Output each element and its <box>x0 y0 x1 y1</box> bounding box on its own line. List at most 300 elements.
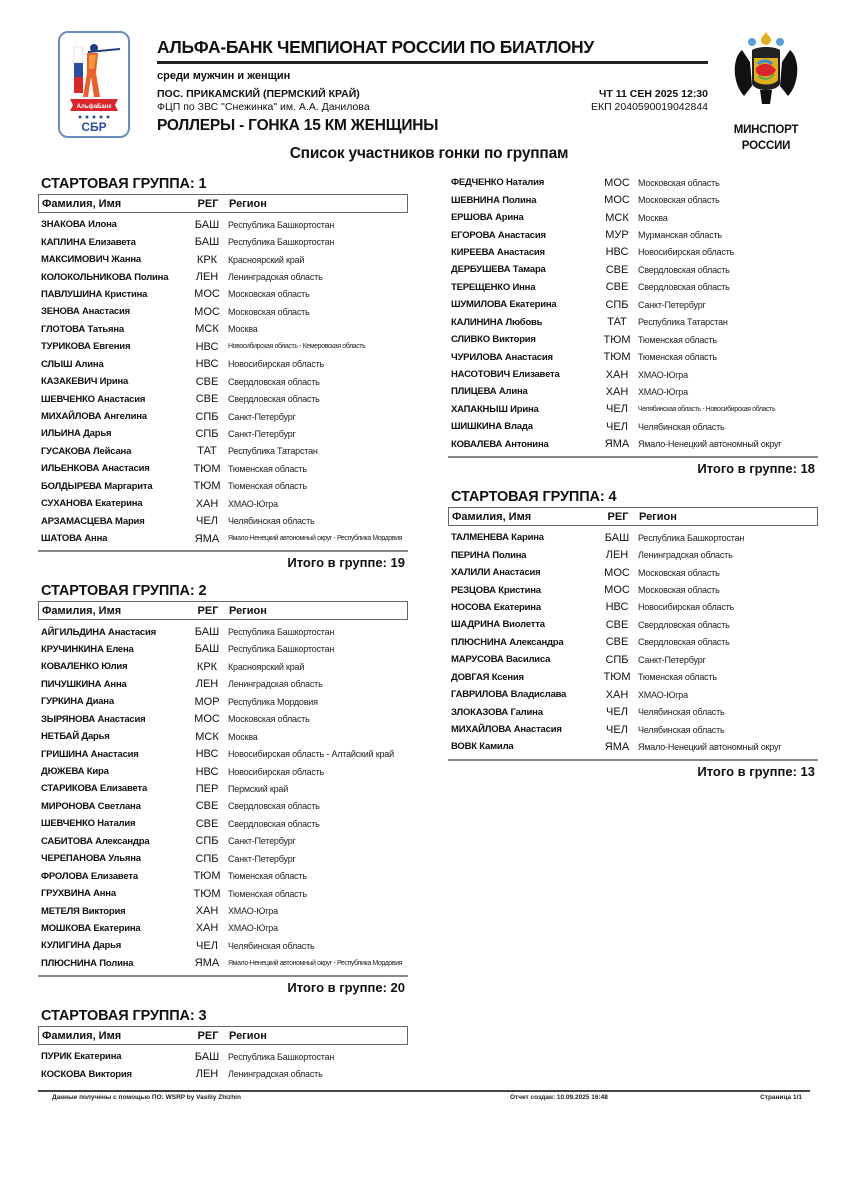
table-row <box>38 658 408 675</box>
region-name: Ямало-Ненецкий автономный округ <box>638 741 782 752</box>
table-row <box>448 686 818 703</box>
region-code: ЧЕЛ <box>196 939 218 952</box>
athlete-name: СЛЫШ Алина <box>41 358 104 370</box>
athlete-name: ИЛЬЕНКОВА Анастасия <box>41 463 150 475</box>
athlete-name: ПАВЛУШИНА Кристина <box>41 288 148 300</box>
athlete-name: КОВАЛЕНКО Юлия <box>41 661 128 673</box>
region-name: Новосибирская область - Алтайский край <box>228 749 394 760</box>
athlete-name: МАКСИМОВИЧ Жанна <box>41 254 141 266</box>
region-name: Московская область <box>638 585 720 596</box>
table-row <box>38 728 408 745</box>
athlete-name: ШЕВЧЕНКО Анастасия <box>41 393 146 405</box>
document-header <box>157 36 708 136</box>
table-row <box>448 616 818 633</box>
report-created: Отчет создан: 10.09.2025 16:48 <box>510 1094 608 1101</box>
table-row <box>38 955 408 972</box>
region-code: ТЮМ <box>603 671 631 684</box>
table-row <box>448 564 818 581</box>
table-row <box>38 425 408 442</box>
region-code: ЛЕН <box>605 549 629 562</box>
region-name: Ямало-Ненецкий автономный округ - Республика Мордовия <box>228 535 403 543</box>
region-name: Республика Башкортостан <box>228 644 335 655</box>
table-header <box>38 601 408 620</box>
region-name: ХМАО-Югра <box>638 369 688 380</box>
double-headed-eagle-icon <box>728 28 804 116</box>
region-code: СВЕ <box>605 281 629 294</box>
group-title: СТАРТОВАЯ ГРУППА: 1 <box>41 176 207 192</box>
page-number: Страница 1/1 <box>760 1094 802 1101</box>
col-reg-header: РЕГ <box>607 510 629 523</box>
region-code: ЯМА <box>604 438 630 451</box>
region-code: СПБ <box>195 410 219 423</box>
header-divider <box>157 61 708 64</box>
athlete-name: КОЛОКОЛЬНИКОВА Полина <box>41 271 169 283</box>
region-name: Ленинградская область <box>228 1069 323 1080</box>
table-row <box>38 676 408 693</box>
region-name: Ленинградская область <box>638 550 733 561</box>
race-title: РОЛЛЕРЫ - ГОНКА 15 КМ ЖЕНЩИНЫ <box>157 117 439 134</box>
table-row <box>38 867 408 884</box>
table-row <box>38 338 408 355</box>
region-code: ЯМА <box>194 532 220 545</box>
region-name: Санкт-Петербург <box>638 654 706 665</box>
athlete-name: ГЛОТОВА Татьяна <box>41 323 124 335</box>
athlete-name: НАСОТОВИЧ Елизавета <box>451 369 560 381</box>
region-code: СВЕ <box>195 800 219 813</box>
region-name: Республика Башкортостан <box>228 627 335 638</box>
athlete-name: ЗЕНОВА Анастасия <box>41 306 130 318</box>
region-name: Республика Мордовия <box>228 696 318 707</box>
table-row <box>38 390 408 407</box>
col-name-header: Фамилия, Имя <box>42 1029 122 1042</box>
region-name: Республика Башкортостан <box>228 237 335 248</box>
region-code: СПБ <box>605 653 629 666</box>
table-row <box>448 331 818 348</box>
athlete-name: КОСКОВА Виктория <box>41 1068 132 1080</box>
athlete-name: КИРЕЕВА Анастасия <box>451 246 545 258</box>
table-row <box>448 703 818 720</box>
athlete-name: ТУРИКОВА Евгения <box>41 341 131 353</box>
region-name: ХМАО-Югра <box>228 906 278 917</box>
athlete-name: ШЕВНИНА Полина <box>451 194 537 206</box>
table-row <box>448 418 818 435</box>
table-row <box>38 443 408 460</box>
region-code: ЧЕЛ <box>606 403 628 416</box>
athlete-name: ШАДРИНА Виолетта <box>451 619 545 631</box>
table-row <box>448 738 818 755</box>
region-code: ЯМА <box>194 957 220 970</box>
table-row <box>38 711 408 728</box>
region-name: Новосибирская область <box>228 359 325 370</box>
table-row <box>448 279 818 296</box>
region-code: ЧЕЛ <box>606 420 628 433</box>
region-code: СВЕ <box>195 375 219 388</box>
start-group-1 <box>38 175 408 573</box>
start-group-2 <box>38 582 408 998</box>
table-row <box>448 261 818 278</box>
athlete-name: АРЗАМАСЦЕВА Мария <box>41 515 145 527</box>
table-row <box>448 209 818 226</box>
athlete-name: ЕГОРОВА Анастасия <box>451 229 546 241</box>
region-code: ТАТ <box>607 316 627 329</box>
region-code: ЛЕН <box>195 1068 219 1081</box>
athlete-name: СЛИВКО Виктория <box>451 334 536 346</box>
table-row <box>38 641 408 658</box>
minsport-line2: РОССИИ <box>741 140 791 152</box>
table-row <box>448 191 818 208</box>
col-region-header: Регион <box>639 510 677 523</box>
table-row <box>38 780 408 797</box>
region-name: Челябинская область - Новосибирская область <box>638 405 776 413</box>
athlete-name: МОШКОВА Екатерина <box>41 922 141 934</box>
region-name: Москва <box>228 731 258 742</box>
region-code: КРК <box>196 660 218 673</box>
athlete-name: АЙГИЛЬДИНА Анастасия <box>41 626 156 638</box>
athlete-name: СТАРИКОВА Елизавета <box>41 783 148 795</box>
region-code: НВС <box>605 601 629 614</box>
group-1-rows <box>38 213 408 547</box>
region-code: КРК <box>196 253 218 266</box>
region-code: ПЕР <box>195 782 219 795</box>
region-name: Ямало-Ненецкий автономный округ <box>638 439 782 450</box>
table-row <box>38 303 408 320</box>
region-code: НВС <box>195 748 219 761</box>
championship-title: АЛЬФА-БАНК ЧЕМПИОНАТ РОССИИ ПО БИАТЛОНУ <box>157 37 594 57</box>
table-row <box>38 268 408 285</box>
athlete-name: ПИЧУШКИНА Анна <box>41 678 127 690</box>
col-reg-header: РЕГ <box>197 604 219 617</box>
table-row <box>448 721 818 738</box>
athlete-name: КУЛИГИНА Дарья <box>41 940 122 952</box>
region-code: МОС <box>604 584 630 597</box>
region-name: Ленинградская область <box>228 679 323 690</box>
region-name: Республика Башкортостан <box>228 1051 335 1062</box>
region-code: СПБ <box>195 835 219 848</box>
athlete-name: МИХАЙЛОВА Анастасия <box>451 724 562 736</box>
region-name: Ленинградская область <box>228 272 323 283</box>
region-code: ХАН <box>195 905 219 918</box>
region-code: СВЕ <box>605 263 629 276</box>
table-row <box>448 348 818 365</box>
region-name: Санкт-Петербург <box>228 836 296 847</box>
region-code: НВС <box>195 340 219 353</box>
athlete-name: КАЛИНИНА Любовь <box>451 316 543 328</box>
athlete-name: ГУСАКОВА Лейсана <box>41 445 132 457</box>
subtitle: среди мужчин и женщин <box>157 70 291 82</box>
group-3-rows-left <box>38 1045 408 1083</box>
region-name: Москва <box>638 212 668 223</box>
region-name: Свердловская область <box>638 619 730 630</box>
athlete-name: СУХАНОВА Екатерина <box>41 498 143 510</box>
athlete-name: ЧУРИЛОВА Анастасия <box>451 351 553 363</box>
athlete-name: САБИТОВА Александра <box>41 835 150 847</box>
athlete-name: ЗЛОКАЗОВА Галина <box>451 706 543 718</box>
athlete-name: ФЕДЧЕНКО Наталия <box>451 177 545 189</box>
right-column <box>448 174 818 782</box>
region-name: Республика Башкортостан <box>638 532 745 543</box>
region-name: Тюменская область <box>638 334 717 345</box>
region-code: ЧЕЛ <box>196 515 218 528</box>
region-name: Челябинская область <box>228 516 315 527</box>
table-row <box>38 216 408 233</box>
athlete-name: МЕТЕЛЯ Виктория <box>41 905 126 917</box>
region-code: ЧЕЛ <box>606 706 628 719</box>
region-code: ТЮМ <box>603 351 631 364</box>
region-name: Красноярский край <box>228 661 305 672</box>
table-row <box>38 850 408 867</box>
athlete-name: БОЛДЫРЕВА Маргарита <box>41 480 153 492</box>
region-name: Красноярский край <box>228 254 305 265</box>
col-reg-header: РЕГ <box>197 1029 219 1042</box>
region-name: Московская область <box>638 567 720 578</box>
region-code: НВС <box>195 358 219 371</box>
table-row <box>38 745 408 762</box>
table-row <box>448 314 818 331</box>
athlete-name: ПЛИЦЕВА Алина <box>451 386 528 398</box>
region-name: Новосибирская область <box>638 602 735 613</box>
athlete-name: ЗЫРЯНОВА Анастасия <box>41 713 146 725</box>
athlete-name: ДЕРБУШЕВА Тамара <box>451 264 546 276</box>
table-row <box>38 321 408 338</box>
region-name: Санкт-Петербург <box>638 299 706 310</box>
group-3-rows-right <box>448 174 818 453</box>
region-code: ТЮМ <box>193 870 221 883</box>
group-total: Итого в группе: 13 <box>697 763 815 779</box>
group-total: Итого в группе: 18 <box>697 461 815 476</box>
table-row <box>38 408 408 425</box>
group-2-rows <box>38 620 408 972</box>
sbr-text: СБР <box>81 120 107 134</box>
athlete-name: ПЛЮСНИНА Полина <box>41 957 134 969</box>
region-code: ХАН <box>605 385 629 398</box>
region-code: СВЕ <box>605 636 629 649</box>
table-row <box>38 478 408 495</box>
region-name: Свердловская область <box>228 801 320 812</box>
start-group-3-continued <box>448 174 818 479</box>
region-name: Санкт-Петербург <box>228 853 296 864</box>
table-row <box>38 1048 408 1065</box>
region-code: МОР <box>194 695 220 708</box>
athlete-name: ЧЕРЕПАНОВА Ульяна <box>41 853 141 865</box>
athlete-name: ПЛЮСНИНА Александра <box>451 636 564 648</box>
minsport-logo <box>728 28 804 152</box>
region-name: Московская область <box>638 177 720 188</box>
ekp-number: ЕКП 2040590019042844 <box>590 101 708 113</box>
col-region-header: Регион <box>229 1029 267 1042</box>
table-row <box>38 512 408 529</box>
table-row <box>448 529 818 546</box>
table-row <box>448 296 818 313</box>
alfabank-text: АльфаБанк <box>76 104 112 110</box>
table-row <box>38 815 408 832</box>
table-row <box>38 495 408 512</box>
athlete-name: ДОВГАЯ Ксения <box>451 671 524 683</box>
table-row <box>38 763 408 780</box>
athlete-name: НЕТБАЙ Дарья <box>41 731 110 743</box>
region-code: НВС <box>195 765 219 778</box>
region-name: Свердловская область <box>638 282 730 293</box>
region-name: Московская область <box>228 306 310 317</box>
table-row <box>448 244 818 261</box>
table-row <box>448 174 818 191</box>
col-name-header: Фамилия, Имя <box>452 510 532 523</box>
col-name-header: Фамилия, Имя <box>42 604 122 617</box>
region-code: ЧЕЛ <box>606 723 628 736</box>
athlete-name: ГРИШИНА Анастасия <box>41 748 139 760</box>
region-name: Новосибирская область - Кемеровская область <box>228 343 366 351</box>
table-header <box>448 507 818 526</box>
group-title: СТАРТОВАЯ ГРУППА: 3 <box>41 1008 207 1025</box>
region-code: НВС <box>605 246 629 259</box>
region-name: Тюменская область <box>228 463 307 474</box>
athlete-name: ХАПАКНЫШ Ирина <box>451 403 539 415</box>
region-code: СПБ <box>605 298 629 311</box>
table-row <box>448 651 818 668</box>
page-footer <box>38 1090 810 1101</box>
col-region-header: Регион <box>229 197 267 210</box>
region-code: БАШ <box>194 626 220 639</box>
athlete-name: КАПЛИНА Елизавета <box>41 236 136 248</box>
region-name: Свердловская область <box>228 376 320 387</box>
region-name: Челябинская область <box>638 707 725 718</box>
athlete-name: ГРУХВИНА Анна <box>41 888 116 900</box>
region-name: Свердловская область <box>228 818 320 829</box>
region-code: МОС <box>194 305 220 318</box>
athlete-name: КАЗАКЕВИЧ Ирина <box>41 376 129 388</box>
region-name: Республика Татарстан <box>228 446 318 457</box>
table-row <box>38 920 408 937</box>
region-name: Республика Башкортостан <box>228 219 335 230</box>
region-code: БАШ <box>194 1050 220 1063</box>
athlete-name: ЗНАКОВА Илона <box>41 219 117 231</box>
table-row <box>38 373 408 390</box>
athlete-name: ТАЛМЕНЕВА Карина <box>451 532 544 544</box>
col-region-header: Регион <box>229 604 267 617</box>
region-code: ХАН <box>195 497 219 510</box>
region-name: Пермский край <box>228 783 289 794</box>
region-name: Республика Татарстан <box>638 317 728 328</box>
region-name: Московская область <box>638 195 720 206</box>
athlete-name: КРУЧИНКИНА Елена <box>41 643 134 655</box>
table-row <box>38 937 408 954</box>
region-code: БАШ <box>194 643 220 656</box>
table-row <box>38 623 408 640</box>
region-name: Ямало-Ненецкий автономный округ - Республика Мордовия <box>228 959 403 967</box>
region-code: ЯМА <box>604 740 630 753</box>
region-name: Тюменская область <box>228 481 307 492</box>
region-name: Тюменская область <box>638 672 717 683</box>
region-code: БАШ <box>194 218 220 231</box>
region-name: ХМАО-Югра <box>638 689 688 700</box>
region-code: ТЮМ <box>193 462 221 475</box>
region-code: СВЕ <box>605 618 629 631</box>
region-name: Москва <box>228 324 258 335</box>
athlete-name: ИЛЬИНА Дарья <box>41 428 112 440</box>
region-name: Челябинская область <box>638 421 725 432</box>
software-credit: Данные получены с помощью ПО: WSRP by Vasiliy Zhizhin <box>52 1094 241 1101</box>
region-code: ХАН <box>605 688 629 701</box>
table-row <box>38 233 408 250</box>
table-row <box>448 634 818 651</box>
table-row <box>38 693 408 710</box>
col-reg-header: РЕГ <box>197 197 219 210</box>
biathlete-icon <box>60 33 128 136</box>
region-name: Челябинская область <box>228 940 315 951</box>
table-header <box>38 1026 408 1045</box>
athlete-name: РЕЗЦОВА Кристина <box>451 584 541 596</box>
region-code: СПБ <box>195 427 219 440</box>
region-name: ХМАО-Югра <box>228 498 278 509</box>
region-code: ТЮМ <box>603 333 631 346</box>
table-row <box>448 226 818 243</box>
region-name: Свердловская область <box>638 264 730 275</box>
athlete-name: ДЮЖЕВА Кира <box>41 766 109 778</box>
athlete-name: ШЕВЧЕНКО Наталия <box>41 818 136 830</box>
start-group-4 <box>448 488 818 782</box>
region-code: ТЮМ <box>193 480 221 493</box>
region-name: Тюменская область <box>638 352 717 363</box>
group-title: СТАРТОВАЯ ГРУППА: 2 <box>41 583 207 600</box>
sbr-logo <box>58 31 130 138</box>
table-row <box>38 1066 408 1083</box>
athlete-name: НОСОВА Екатерина <box>451 601 541 613</box>
table-row <box>448 366 818 383</box>
table-row <box>448 383 818 400</box>
athlete-name: МИРОНОВА Светлана <box>41 800 141 812</box>
group-total: Итого в группе: 19 <box>287 555 405 571</box>
race-datetime: ЧТ 11 СЕН 2025 12:30 <box>599 88 708 100</box>
region-code: БАШ <box>604 531 630 544</box>
region-code: СПБ <box>195 852 219 865</box>
venue: ФЦП по ЗВС "Снежинка" им. А.А. Данилова <box>157 101 370 113</box>
athlete-name: ГАВРИЛОВА Владислава <box>451 689 567 701</box>
region-name: Московская область <box>228 714 310 725</box>
athlete-name: МИХАЙЛОВА Ангелина <box>41 411 147 423</box>
region-name: Тюменская область <box>228 871 307 882</box>
table-row <box>448 546 818 563</box>
region-code: ТЮМ <box>193 887 221 900</box>
table-row <box>38 798 408 815</box>
athlete-name: ШУМИЛОВА Екатерина <box>451 299 557 311</box>
athlete-name: ТЕРЕЩЕНКО Инна <box>451 281 536 293</box>
table-row <box>38 902 408 919</box>
table-row <box>38 251 408 268</box>
athlete-name: ЕРШОВА Арина <box>451 212 524 224</box>
region-code: ХАН <box>195 922 219 935</box>
region-code: ЛЕН <box>195 271 219 284</box>
region-name: Московская область <box>228 289 310 300</box>
table-row <box>448 436 818 453</box>
region-name: Санкт-Петербург <box>228 411 296 422</box>
col-name-header: Фамилия, Имя <box>42 197 122 210</box>
region-code: МОС <box>194 713 220 726</box>
location: ПОС. ПРИКАМСКИЙ (ПЕРМСКИЙ КРАЙ) <box>157 88 360 100</box>
region-code: СВЕ <box>195 393 219 406</box>
group-total: Итого в группе: 20 <box>287 980 405 996</box>
region-name: Свердловская область <box>638 637 730 648</box>
region-code: МСК <box>195 730 219 743</box>
region-name: Новосибирская область <box>228 766 325 777</box>
region-code: МСК <box>605 211 629 224</box>
group-title: СТАРТОВАЯ ГРУППА: 4 <box>451 489 617 505</box>
table-row <box>448 599 818 616</box>
start-group-3 <box>38 1007 408 1083</box>
athlete-name: ПЕРИНА Полина <box>451 549 527 561</box>
athlete-name: ШИШКИНА Влада <box>451 421 533 433</box>
region-code: ХАН <box>605 368 629 381</box>
region-name: Тюменская область <box>228 888 307 899</box>
region-code: МУР <box>605 229 629 242</box>
